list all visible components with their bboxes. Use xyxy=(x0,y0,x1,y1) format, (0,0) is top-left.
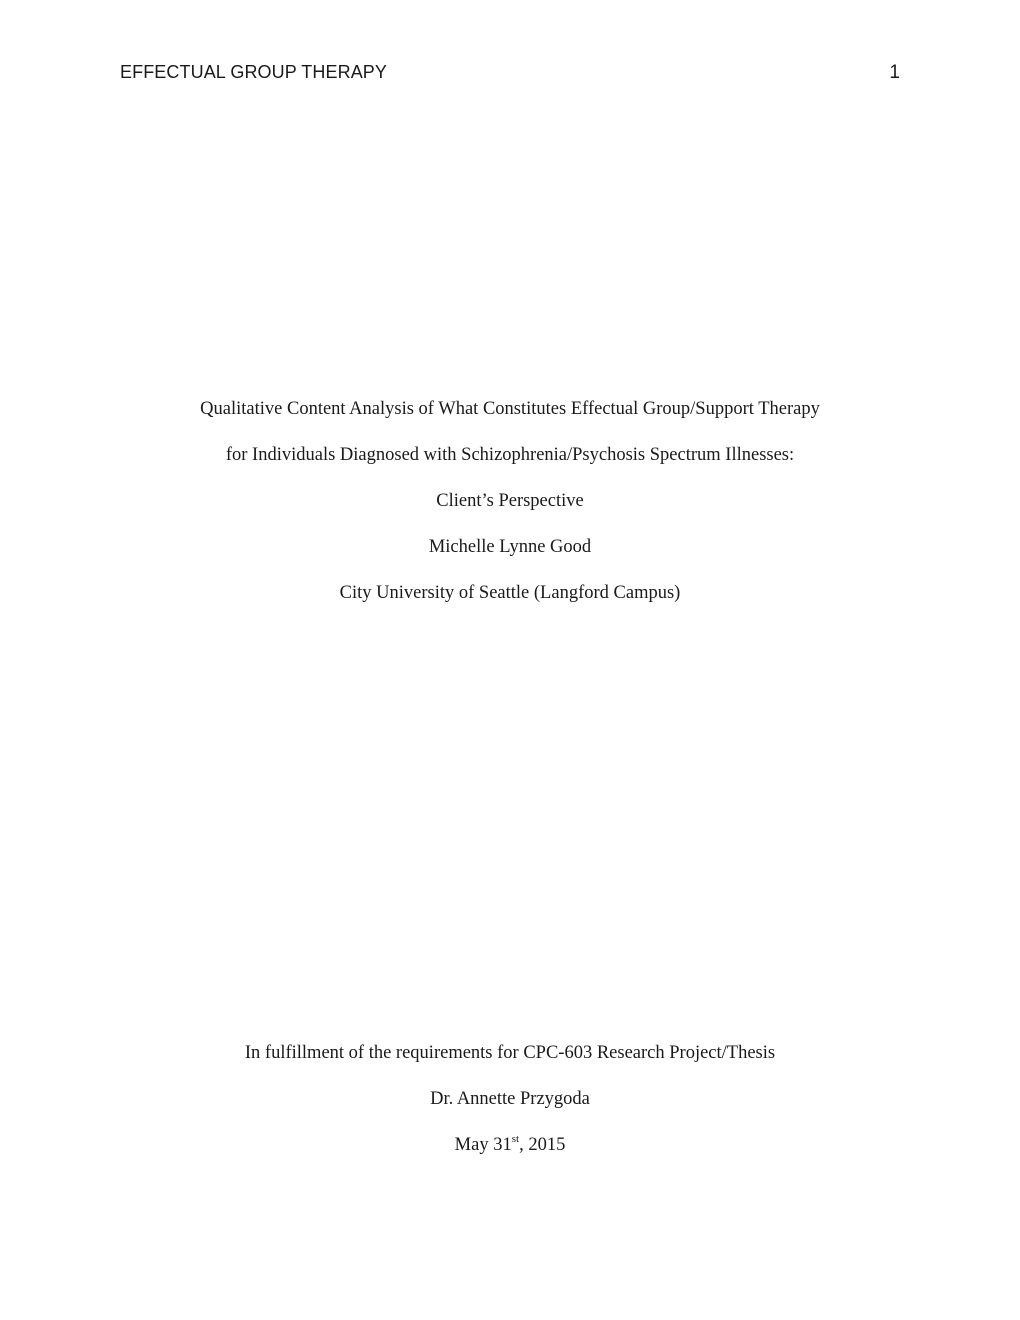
date-main: May 31 xyxy=(454,1135,512,1155)
date-year: , 2015 xyxy=(519,1135,566,1155)
running-head: EFFECTUAL GROUP THERAPY xyxy=(120,62,388,82)
submission-date xyxy=(0,1133,1020,1157)
institution-name: City University of Seattle (Langford Campus) xyxy=(339,583,681,603)
title-line-2: for Individuals Diagnosed with Schizophrenia/Psychosis Spectrum Illnesses: xyxy=(225,445,795,465)
title-line-1: Qualitative Content Analysis of What Constitutes Effectual Group/Support Therapy xyxy=(200,399,820,419)
title-line-3: Client’s Perspective xyxy=(436,491,584,511)
advisor-name: Dr. Annette Przygoda xyxy=(430,1089,590,1109)
date-ordinal-suffix: st xyxy=(511,1133,520,1145)
fulfillment-statement: In fulfillment of the requirements for CPC-603 Research Project/Thesis xyxy=(244,1043,776,1063)
author-name: Michelle Lynne Good xyxy=(428,537,592,557)
page-number: 1 xyxy=(889,62,900,83)
